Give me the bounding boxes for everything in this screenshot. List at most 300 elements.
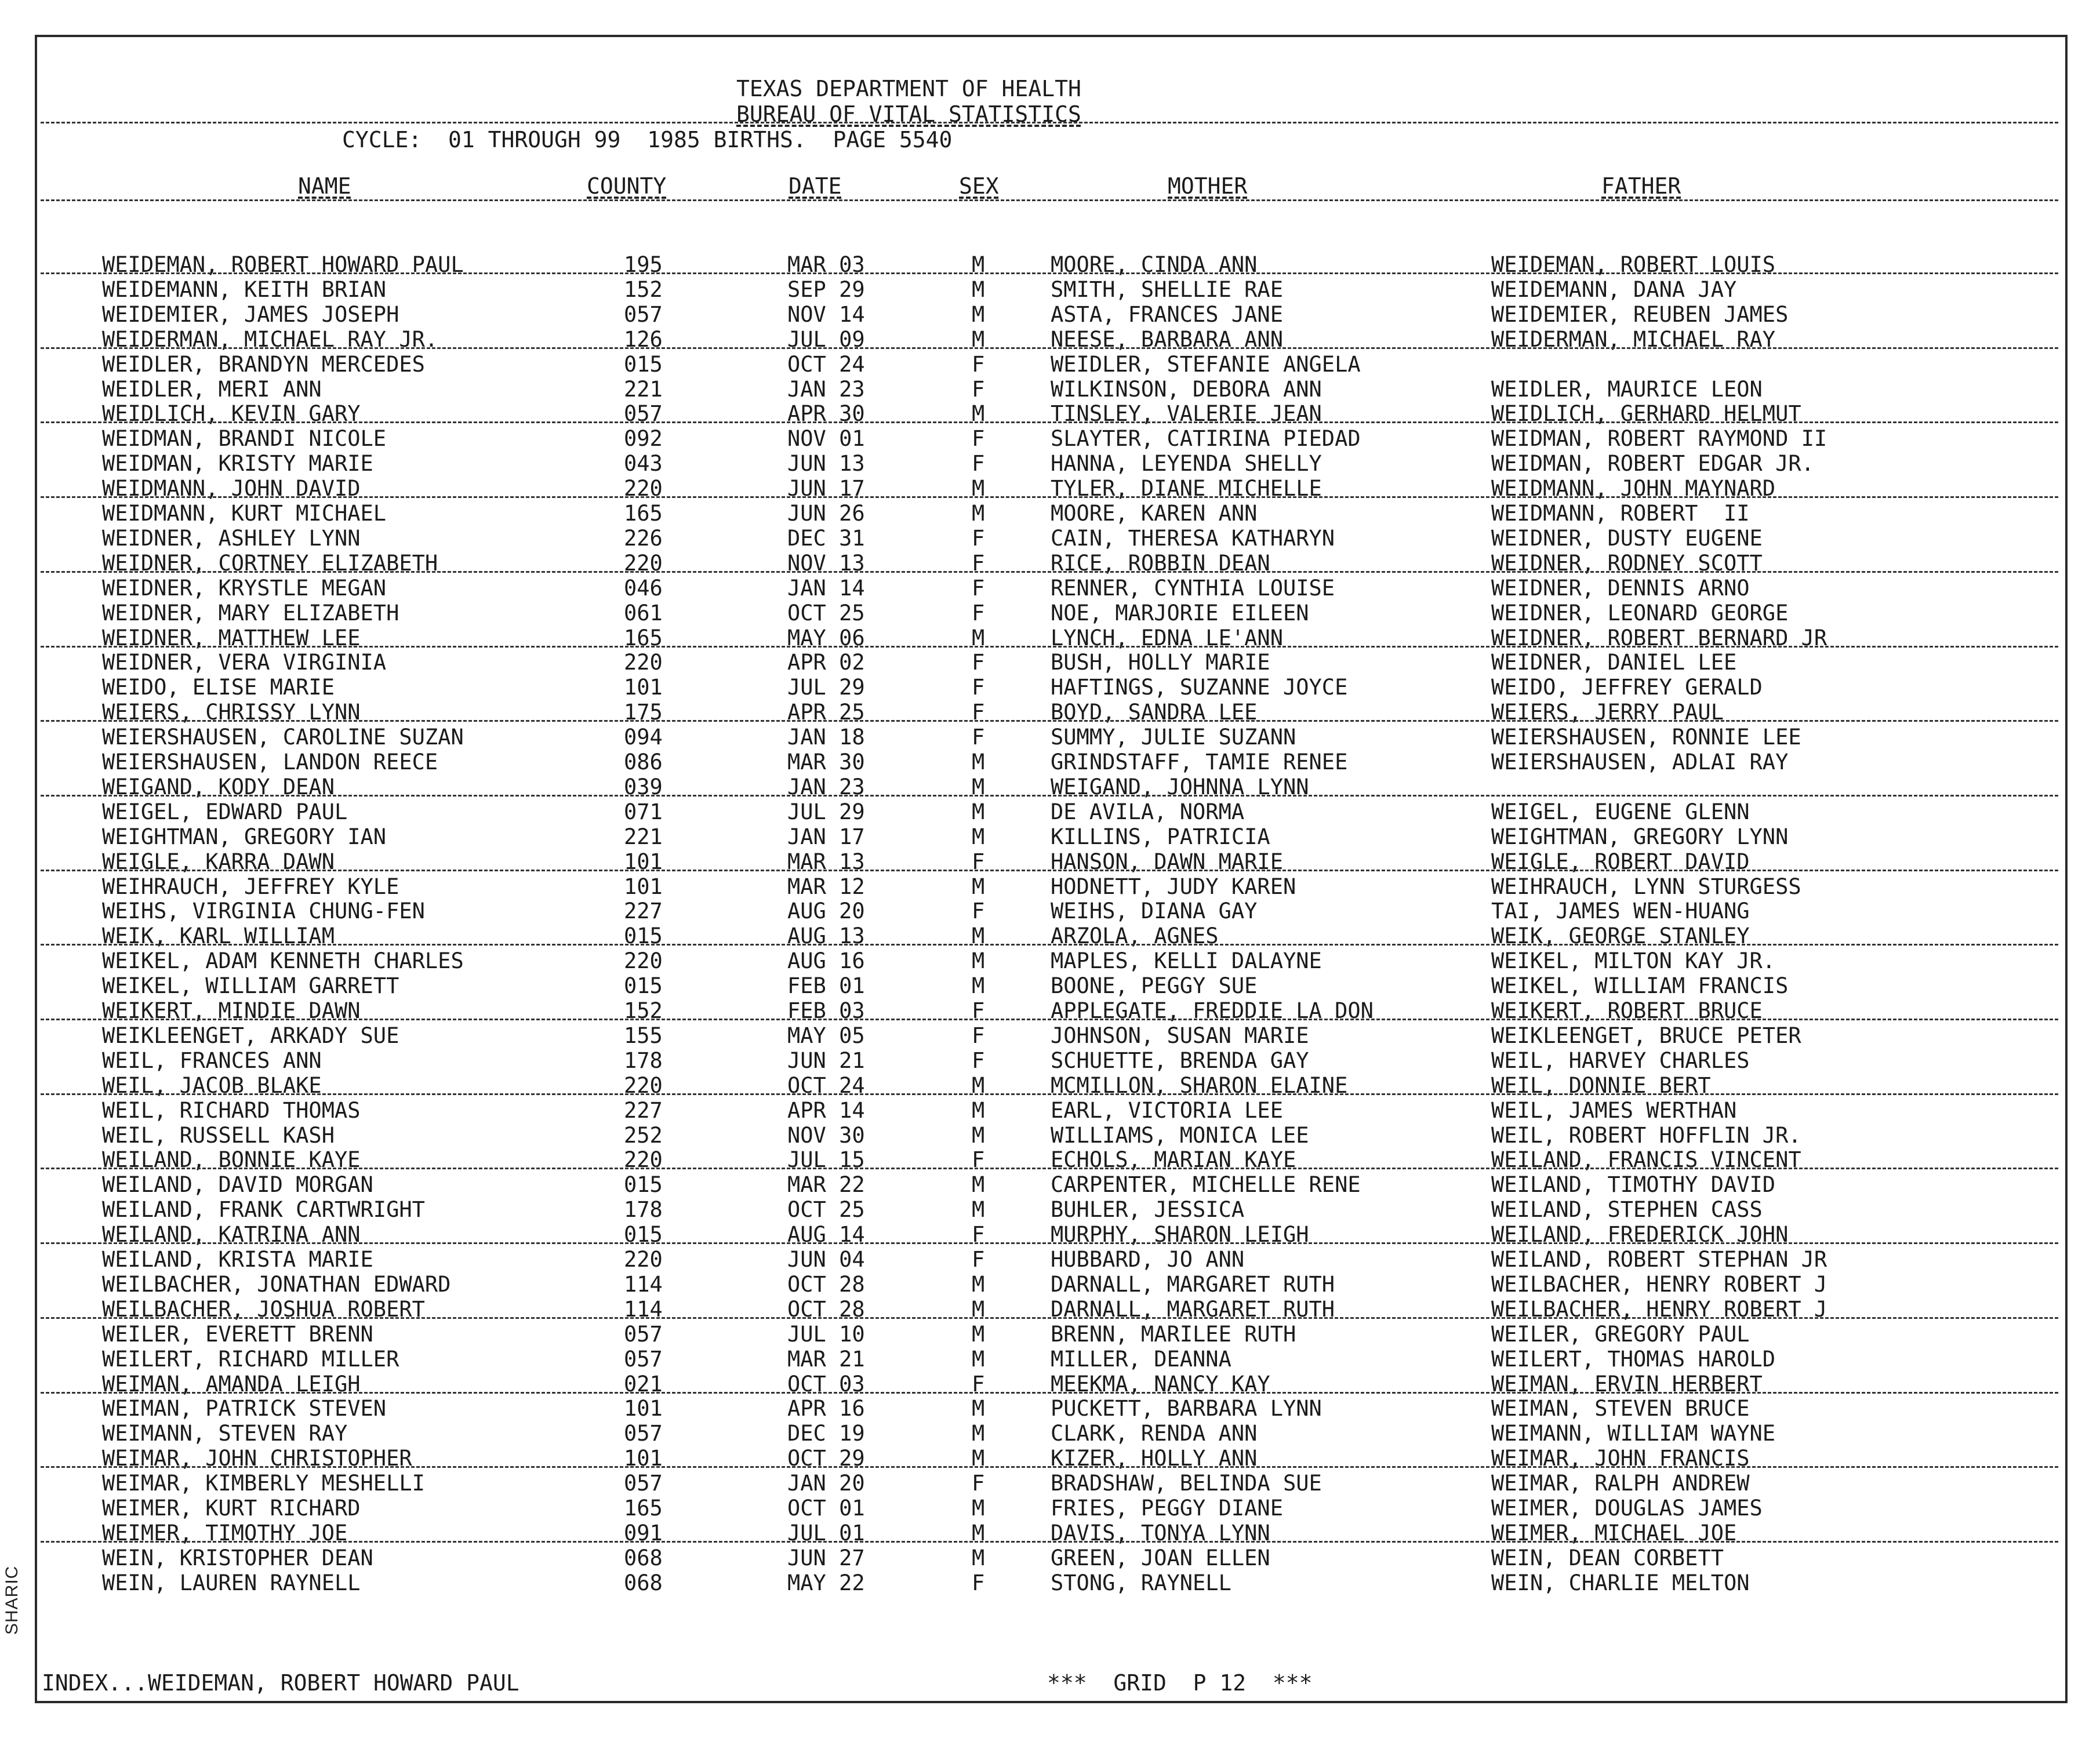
cell-sex: F xyxy=(972,1048,985,1073)
cell-date: APR 25 xyxy=(787,700,865,725)
cell-father: WEILER, GREGORY PAUL xyxy=(1491,1322,1750,1347)
cell-sex: F xyxy=(972,551,985,576)
cell-sex: M xyxy=(972,1446,985,1471)
cell-father: WEIGEL, EUGENE GLENN xyxy=(1491,799,1750,824)
cell-sex: M xyxy=(972,1421,985,1446)
cell-sex: F xyxy=(972,899,985,923)
cell-sex: M xyxy=(972,1521,985,1546)
table-row xyxy=(0,352,2100,377)
cell-county: 021 xyxy=(624,1372,663,1397)
col-header-father: FATHER xyxy=(1601,173,1681,199)
cell-name: WEIMAN, PATRICK STEVEN xyxy=(102,1396,387,1421)
cell-mother: PUCKETT, BARBARA LYNN xyxy=(1051,1396,1322,1421)
cell-county: 220 xyxy=(624,1247,663,1272)
cell-father: WEIHRAUCH, LYNN STURGESS xyxy=(1491,874,1801,899)
cell-name: WEILERT, RICHARD MILLER xyxy=(102,1347,399,1372)
table-row xyxy=(0,1571,2100,1595)
cell-mother: JOHNSON, SUSAN MARIE xyxy=(1051,1023,1309,1048)
table-row xyxy=(0,850,2100,874)
cell-sex: F xyxy=(972,526,985,551)
cell-father: WEILAND, ROBERT STEPHAN JR xyxy=(1491,1247,1827,1272)
cell-name: WEIMANN, STEVEN RAY xyxy=(102,1421,348,1446)
cell-father: WEIMAR, RALPH ANDREW xyxy=(1491,1471,1750,1496)
cell-date: AUG 20 xyxy=(787,899,865,923)
header-bureau: BUREAU OF VITAL STATISTICS xyxy=(736,101,1081,127)
cell-sex: M xyxy=(972,775,985,799)
cell-sex: M xyxy=(972,750,985,775)
cell-name: WEIDLER, MERI ANN xyxy=(102,377,322,402)
table-row xyxy=(0,1198,2100,1222)
cell-father: WEIKERT, ROBERT BRUCE xyxy=(1491,998,1763,1023)
cell-sex: F xyxy=(972,1247,985,1272)
cell-father: WEIDO, JEFFREY GERALD xyxy=(1491,675,1763,700)
cell-mother: WILKINSON, DEBORA ANN xyxy=(1051,377,1322,402)
cell-mother: WEIGAND, JOHNNA LYNN xyxy=(1051,775,1309,799)
cell-mother: BRADSHAW, BELINDA SUE xyxy=(1051,1471,1322,1496)
cell-mother: LYNCH, EDNA LE'ANN xyxy=(1051,626,1283,650)
cell-county: 071 xyxy=(624,799,663,824)
cell-father: WEIMAR, JOHN FRANCIS xyxy=(1491,1446,1750,1471)
cell-name: WEIN, LAUREN RAYNELL xyxy=(102,1570,361,1595)
cell-mother: SMITH, SHELLIE RAE xyxy=(1051,277,1283,302)
cell-sex: F xyxy=(972,1147,985,1172)
cell-sex: F xyxy=(972,451,985,476)
cell-county: 195 xyxy=(624,252,663,277)
cell-sex: F xyxy=(972,849,985,874)
side-stamp: SHARIC xyxy=(2,1565,21,1635)
table-row xyxy=(0,278,2100,302)
cell-father: WEIDMAN, ROBERT RAYMOND II xyxy=(1491,426,1827,451)
cell-name: WEIDMAN, BRANDI NICOLE xyxy=(102,426,387,451)
table-row xyxy=(0,1322,2100,1347)
cell-sex: M xyxy=(972,874,985,899)
cell-name: WEIGAND, KODY DEAN xyxy=(102,775,335,799)
cell-name: WEIDNER, MATTHEW LEE xyxy=(102,626,361,650)
cell-mother: CLARK, RENDA ANN xyxy=(1051,1421,1258,1446)
cell-sex: M xyxy=(972,1347,985,1372)
cell-father: WEIL, JAMES WERTHAN xyxy=(1491,1098,1737,1123)
cell-sex: M xyxy=(972,948,985,973)
table-row xyxy=(0,626,2100,650)
cell-mother: KIZER, HOLLY ANN xyxy=(1051,1446,1258,1471)
cell-name: WEILBACHER, JONATHAN EDWARD xyxy=(102,1272,451,1297)
cell-mother: GRINDSTAFF, TAMIE RENEE xyxy=(1051,750,1348,775)
cell-date: JUL 29 xyxy=(787,799,865,824)
cell-mother: MURPHY, SHARON LEIGH xyxy=(1051,1222,1309,1247)
table-row xyxy=(0,899,2100,923)
cell-father: WEIKLEENGET, BRUCE PETER xyxy=(1491,1023,1801,1048)
cell-date: OCT 25 xyxy=(787,601,865,626)
cell-county: 221 xyxy=(624,824,663,849)
cell-county: 165 xyxy=(624,501,663,526)
cell-mother: MCMILLON, SHARON ELAINE xyxy=(1051,1073,1348,1098)
table-row xyxy=(0,1099,2100,1123)
table-row xyxy=(0,1173,2100,1197)
cell-county: 220 xyxy=(624,948,663,973)
cell-father: WEIDLER, MAURICE LEON xyxy=(1491,377,1763,402)
table-row xyxy=(0,1123,2100,1148)
cell-county: 091 xyxy=(624,1521,663,1546)
table-row xyxy=(0,974,2100,998)
cell-date: SEP 29 xyxy=(787,277,865,302)
cell-name: WEIKLEENGET, ARKADY SUE xyxy=(102,1023,399,1048)
cell-sex: F xyxy=(972,426,985,451)
cell-name: WEIDNER, MARY ELIZABETH xyxy=(102,601,399,626)
cell-name: WEIDNER, VERA VIRGINIA xyxy=(102,650,387,675)
cell-date: MAR 03 xyxy=(787,252,865,277)
cell-father: WEILAND, FRANCIS VINCENT xyxy=(1491,1147,1801,1172)
table-row xyxy=(0,1223,2100,1247)
cell-mother: MOORE, CINDA ANN xyxy=(1051,252,1258,277)
col-header-sex: SEX xyxy=(959,173,999,199)
cell-sex: F xyxy=(972,1471,985,1496)
cell-father: WEILBACHER, HENRY ROBERT J xyxy=(1491,1272,1827,1297)
table-row xyxy=(0,949,2100,973)
cell-father: WEIKEL, WILLIAM FRANCIS xyxy=(1491,973,1789,998)
cell-sex: M xyxy=(972,1172,985,1197)
cell-mother: DAVIS, TONYA LYNN xyxy=(1051,1521,1270,1546)
cell-county: 221 xyxy=(624,377,663,402)
cell-county: 101 xyxy=(624,1396,663,1421)
cell-county: 068 xyxy=(624,1570,663,1595)
cell-county: 015 xyxy=(624,973,663,998)
cell-father: WEIDMANN, JOHN MAYNARD xyxy=(1491,476,1776,501)
cell-mother: SLAYTER, CATIRINA PIEDAD xyxy=(1051,426,1361,451)
cell-mother: WEIHS, DIANA GAY xyxy=(1051,899,1258,923)
cell-mother: KILLINS, PATRICIA xyxy=(1051,824,1270,849)
cell-name: WEIKERT, MINDIE DAWN xyxy=(102,998,361,1023)
table-row xyxy=(0,1272,2100,1297)
cell-county: 178 xyxy=(624,1048,663,1073)
table-row xyxy=(0,1421,2100,1446)
cell-county: 226 xyxy=(624,526,663,551)
cell-date: APR 30 xyxy=(787,401,865,426)
cell-name: WEILAND, FRANK CARTWRIGHT xyxy=(102,1197,425,1222)
cell-sex: F xyxy=(972,700,985,725)
cell-county: 165 xyxy=(624,1496,663,1521)
cell-date: NOV 30 xyxy=(787,1123,865,1148)
cell-date: OCT 24 xyxy=(787,1073,865,1098)
cell-date: JUN 17 xyxy=(787,476,865,501)
table-row xyxy=(0,328,2100,352)
cell-name: WEIGEL, EDWARD PAUL xyxy=(102,799,348,824)
cell-father: WEILAND, TIMOTHY DAVID xyxy=(1491,1172,1776,1197)
cell-date: JUN 04 xyxy=(787,1247,865,1272)
cell-sex: M xyxy=(972,626,985,650)
table-row xyxy=(0,825,2100,849)
cell-sex: M xyxy=(972,1396,985,1421)
table-row xyxy=(0,1496,2100,1521)
cell-mother: BOONE, PEGGY SUE xyxy=(1051,973,1258,998)
cell-mother: ECHOLS, MARIAN KAYE xyxy=(1051,1147,1296,1172)
table-row xyxy=(0,1546,2100,1570)
cell-name: WEIL, RICHARD THOMAS xyxy=(102,1098,361,1123)
cell-sex: F xyxy=(972,377,985,402)
table-row xyxy=(0,601,2100,626)
cell-father: WEIMAN, STEVEN BRUCE xyxy=(1491,1396,1750,1421)
cell-county: 057 xyxy=(624,1421,663,1446)
cell-date: JAN 20 xyxy=(787,1471,865,1496)
table-row xyxy=(0,1024,2100,1048)
cell-sex: F xyxy=(972,1222,985,1247)
table-row xyxy=(0,1521,2100,1546)
cell-county: 227 xyxy=(624,1098,663,1123)
cell-county: 101 xyxy=(624,849,663,874)
cell-mother: BUSH, HOLLY MARIE xyxy=(1051,650,1270,675)
cell-father: TAI, JAMES WEN-HUANG xyxy=(1491,899,1750,923)
cell-county: 114 xyxy=(624,1297,663,1322)
cell-father: WEIDEMAN, ROBERT LOUIS xyxy=(1491,252,1776,277)
cell-date: JAN 23 xyxy=(787,775,865,799)
cell-name: WEILER, EVERETT BRENN xyxy=(102,1322,373,1347)
cell-name: WEIHRAUCH, JEFFREY KYLE xyxy=(102,874,399,899)
cell-name: WEIDEMANN, KEITH BRIAN xyxy=(102,277,387,302)
cell-name: WEILAND, DAVID MORGAN xyxy=(102,1172,373,1197)
cell-name: WEIN, KRISTOPHER DEAN xyxy=(102,1546,373,1570)
table-row xyxy=(0,253,2100,277)
cell-county: 101 xyxy=(624,1446,663,1471)
cell-name: WEIKEL, WILLIAM GARRETT xyxy=(102,973,399,998)
cell-father: WEILAND, STEPHEN CASS xyxy=(1491,1197,1763,1222)
cell-sex: M xyxy=(972,302,985,327)
table-row xyxy=(0,477,2100,501)
cell-name: WEIMAR, KIMBERLY MESHELLI xyxy=(102,1471,425,1496)
cell-mother: BOYD, SANDRA LEE xyxy=(1051,700,1258,725)
cell-name: WEIDNER, KRYSTLE MEGAN xyxy=(102,576,387,601)
cell-father: WEILAND, FREDERICK JOHN xyxy=(1491,1222,1789,1247)
cell-sex: M xyxy=(972,824,985,849)
cell-sex: M xyxy=(972,1098,985,1123)
table-row xyxy=(0,1471,2100,1496)
cell-mother: BUHLER, JESSICA xyxy=(1051,1197,1245,1222)
header-agency: TEXAS DEPARTMENT OF HEALTH xyxy=(736,76,1081,101)
cell-county: 175 xyxy=(624,700,663,725)
cell-mother: HUBBARD, JO ANN xyxy=(1051,1247,1245,1272)
footer-grid: *** GRID P 12 *** xyxy=(1047,1670,1313,1696)
cell-sex: M xyxy=(972,1272,985,1297)
cell-sex: M xyxy=(972,973,985,998)
cell-sex: M xyxy=(972,252,985,277)
cell-name: WEIDNER, ASHLEY LYNN xyxy=(102,526,361,551)
cell-date: OCT 28 xyxy=(787,1272,865,1297)
cell-date: JAN 18 xyxy=(787,725,865,750)
cell-county: 220 xyxy=(624,551,663,576)
cell-father: WEIMER, MICHAEL JOE xyxy=(1491,1521,1737,1546)
cell-sex: F xyxy=(972,601,985,626)
cell-name: WEIL, JACOB BLAKE xyxy=(102,1073,322,1098)
cell-name: WEIK, KARL WILLIAM xyxy=(102,923,335,948)
cell-date: NOV 14 xyxy=(787,302,865,327)
table-row xyxy=(0,875,2100,899)
cell-date: MAR 21 xyxy=(787,1347,865,1372)
cell-name: WEIERSHAUSEN, CAROLINE SUZAN xyxy=(102,725,464,750)
cell-father: WEIN, CHARLIE MELTON xyxy=(1491,1570,1750,1595)
cell-county: 152 xyxy=(624,277,663,302)
cell-name: WEIDMANN, JOHN DAVID xyxy=(102,476,361,501)
cell-father: WEIN, DEAN CORBETT xyxy=(1491,1546,1724,1570)
table-row xyxy=(0,675,2100,700)
cell-date: JUN 21 xyxy=(787,1048,865,1073)
table-row xyxy=(0,1397,2100,1421)
cell-date: OCT 03 xyxy=(787,1372,865,1397)
cell-county: 039 xyxy=(624,775,663,799)
table-row xyxy=(0,1347,2100,1372)
cell-mother: STONG, RAYNELL xyxy=(1051,1570,1231,1595)
cell-name: WEIDEMAN, ROBERT HOWARD PAUL xyxy=(102,252,464,277)
cell-father: WEIDEMANN, DANA JAY xyxy=(1491,277,1737,302)
cell-name: WEIHS, VIRGINIA CHUNG-FEN xyxy=(102,899,425,923)
cell-name: WEIMAR, JOHN CHRISTOPHER xyxy=(102,1446,412,1471)
cell-name: WEIDMANN, KURT MICHAEL xyxy=(102,501,387,526)
header-rule xyxy=(41,122,2058,123)
cell-date: MAR 30 xyxy=(787,750,865,775)
cell-county: 086 xyxy=(624,750,663,775)
cell-father: WEIERSHAUSEN, RONNIE LEE xyxy=(1491,725,1801,750)
cell-mother: HODNETT, JUDY KAREN xyxy=(1051,874,1296,899)
cell-mother: MAPLES, KELLI DALAYNE xyxy=(1051,948,1322,973)
cell-date: FEB 03 xyxy=(787,998,865,1023)
cell-name: WEIERS, CHRISSY LYNN xyxy=(102,700,361,725)
cell-father: WEIK, GEORGE STANLEY xyxy=(1491,923,1750,948)
cell-sex: F xyxy=(972,650,985,675)
table-row xyxy=(0,427,2100,451)
cell-father: WEIDNER, RODNEY SCOTT xyxy=(1491,551,1763,576)
cell-county: 152 xyxy=(624,998,663,1023)
table-row xyxy=(0,1446,2100,1471)
cell-date: JUL 10 xyxy=(787,1322,865,1347)
table-row xyxy=(0,452,2100,476)
cell-county: 057 xyxy=(624,1471,663,1496)
cell-father: WEIDNER, DENNIS ARNO xyxy=(1491,576,1750,601)
cell-date: JAN 17 xyxy=(787,824,865,849)
cell-date: AUG 13 xyxy=(787,923,865,948)
cell-sex: M xyxy=(972,799,985,824)
cell-name: WEIDMAN, KRISTY MARIE xyxy=(102,451,373,476)
cell-mother: DARNALL, MARGARET RUTH xyxy=(1051,1272,1335,1297)
cell-date: NOV 01 xyxy=(787,426,865,451)
cell-name: WEILAND, KATRINA ANN xyxy=(102,1222,361,1247)
cell-date: OCT 29 xyxy=(787,1446,865,1471)
cell-name: WEIMER, KURT RICHARD xyxy=(102,1496,361,1521)
cell-mother: TYLER, DIANE MICHELLE xyxy=(1051,476,1322,501)
cell-name: WEIDLER, BRANDYN MERCEDES xyxy=(102,352,425,377)
cell-county: 043 xyxy=(624,451,663,476)
cell-mother: SUMMY, JULIE SUZANN xyxy=(1051,725,1296,750)
cell-father: WEIMANN, WILLIAM WAYNE xyxy=(1491,1421,1776,1446)
cell-county: 165 xyxy=(624,626,663,650)
cell-sex: F xyxy=(972,725,985,750)
cell-mother: HANNA, LEYENDA SHELLY xyxy=(1051,451,1322,476)
cell-date: AUG 16 xyxy=(787,948,865,973)
cell-mother: GREEN, JOAN ELLEN xyxy=(1051,1546,1270,1570)
col-header-name: NAME xyxy=(298,173,351,199)
cell-date: MAR 22 xyxy=(787,1172,865,1197)
cell-father: WEIDEMIER, REUBEN JAMES xyxy=(1491,302,1789,327)
cell-sex: M xyxy=(972,1073,985,1098)
cell-mother: TINSLEY, VALERIE JEAN xyxy=(1051,401,1322,426)
table-row xyxy=(0,1148,2100,1172)
cell-father: WEIDMANN, ROBERT II xyxy=(1491,501,1750,526)
cell-mother: ASTA, FRANCES JANE xyxy=(1051,302,1283,327)
cell-date: JUL 09 xyxy=(787,327,865,352)
cell-sex: M xyxy=(972,1496,985,1521)
cell-county: 057 xyxy=(624,1347,663,1372)
cell-date: JAN 14 xyxy=(787,576,865,601)
cell-sex: M xyxy=(972,1546,985,1570)
cell-father: WEIMER, DOUGLAS JAMES xyxy=(1491,1496,1763,1521)
cell-county: 015 xyxy=(624,923,663,948)
cell-mother: MOORE, KAREN ANN xyxy=(1051,501,1258,526)
cell-county: 220 xyxy=(624,476,663,501)
cell-name: WEILAND, KRISTA MARIE xyxy=(102,1247,373,1272)
cell-name: WEIDERMAN, MICHAEL RAY JR. xyxy=(102,327,438,352)
cell-father: WEIDERMAN, MICHAEL RAY xyxy=(1491,327,1776,352)
cell-county: 057 xyxy=(624,401,663,426)
cell-date: MAY 05 xyxy=(787,1023,865,1048)
table-row xyxy=(0,501,2100,526)
cell-mother: HANSON, DAWN MARIE xyxy=(1051,849,1283,874)
cell-date: JUL 15 xyxy=(787,1147,865,1172)
cell-father: WEIL, HARVEY CHARLES xyxy=(1491,1048,1750,1073)
cell-date: APR 16 xyxy=(787,1396,865,1421)
table-row xyxy=(0,750,2100,775)
cell-father: WEIERS, JERRY PAUL xyxy=(1491,700,1724,725)
table-row xyxy=(0,1049,2100,1073)
cell-sex: M xyxy=(972,923,985,948)
cell-sex: F xyxy=(972,1023,985,1048)
cell-mother: MEEKMA, NANCY KAY xyxy=(1051,1372,1270,1397)
cell-name: WEIDNER, CORTNEY ELIZABETH xyxy=(102,551,438,576)
cell-sex: M xyxy=(972,476,985,501)
cell-date: OCT 24 xyxy=(787,352,865,377)
cell-sex: M xyxy=(972,277,985,302)
cell-mother: CARPENTER, MICHELLE RENE xyxy=(1051,1172,1361,1197)
cell-father: WEIDNER, DANIEL LEE xyxy=(1491,650,1737,675)
cell-father: WEIGHTMAN, GREGORY LYNN xyxy=(1491,824,1789,849)
cell-date: APR 14 xyxy=(787,1098,865,1123)
table-row xyxy=(0,576,2100,601)
cell-name: WEIDO, ELISE MARIE xyxy=(102,675,335,700)
cell-sex: F xyxy=(972,675,985,700)
table-row xyxy=(0,775,2100,799)
cell-name: WEIL, FRANCES ANN xyxy=(102,1048,322,1073)
cell-father: WEIDNER, LEONARD GEORGE xyxy=(1491,601,1789,626)
table-row xyxy=(0,650,2100,675)
cell-date: JUL 01 xyxy=(787,1521,865,1546)
table-row xyxy=(0,725,2100,750)
cell-name: WEILAND, BONNIE KAYE xyxy=(102,1147,361,1172)
cell-county: 057 xyxy=(624,302,663,327)
cell-sex: M xyxy=(972,1322,985,1347)
cell-mother: DARNALL, MARGARET RUTH xyxy=(1051,1297,1335,1322)
cell-date: OCT 01 xyxy=(787,1496,865,1521)
cell-date: NOV 13 xyxy=(787,551,865,576)
cell-sex: F xyxy=(972,998,985,1023)
table-row xyxy=(0,551,2100,576)
cell-county: 092 xyxy=(624,426,663,451)
cell-date: AUG 14 xyxy=(787,1222,865,1247)
table-row xyxy=(0,377,2100,402)
cell-date: JUN 13 xyxy=(787,451,865,476)
cell-date: DEC 19 xyxy=(787,1421,865,1446)
cell-sex: M xyxy=(972,501,985,526)
cell-date: JUN 26 xyxy=(787,501,865,526)
table-row xyxy=(0,924,2100,948)
cell-date: MAY 22 xyxy=(787,1570,865,1595)
cell-county: 220 xyxy=(624,1073,663,1098)
cell-father: WEIGLE, ROBERT DAVID xyxy=(1491,849,1750,874)
cell-sex: F xyxy=(972,1372,985,1397)
